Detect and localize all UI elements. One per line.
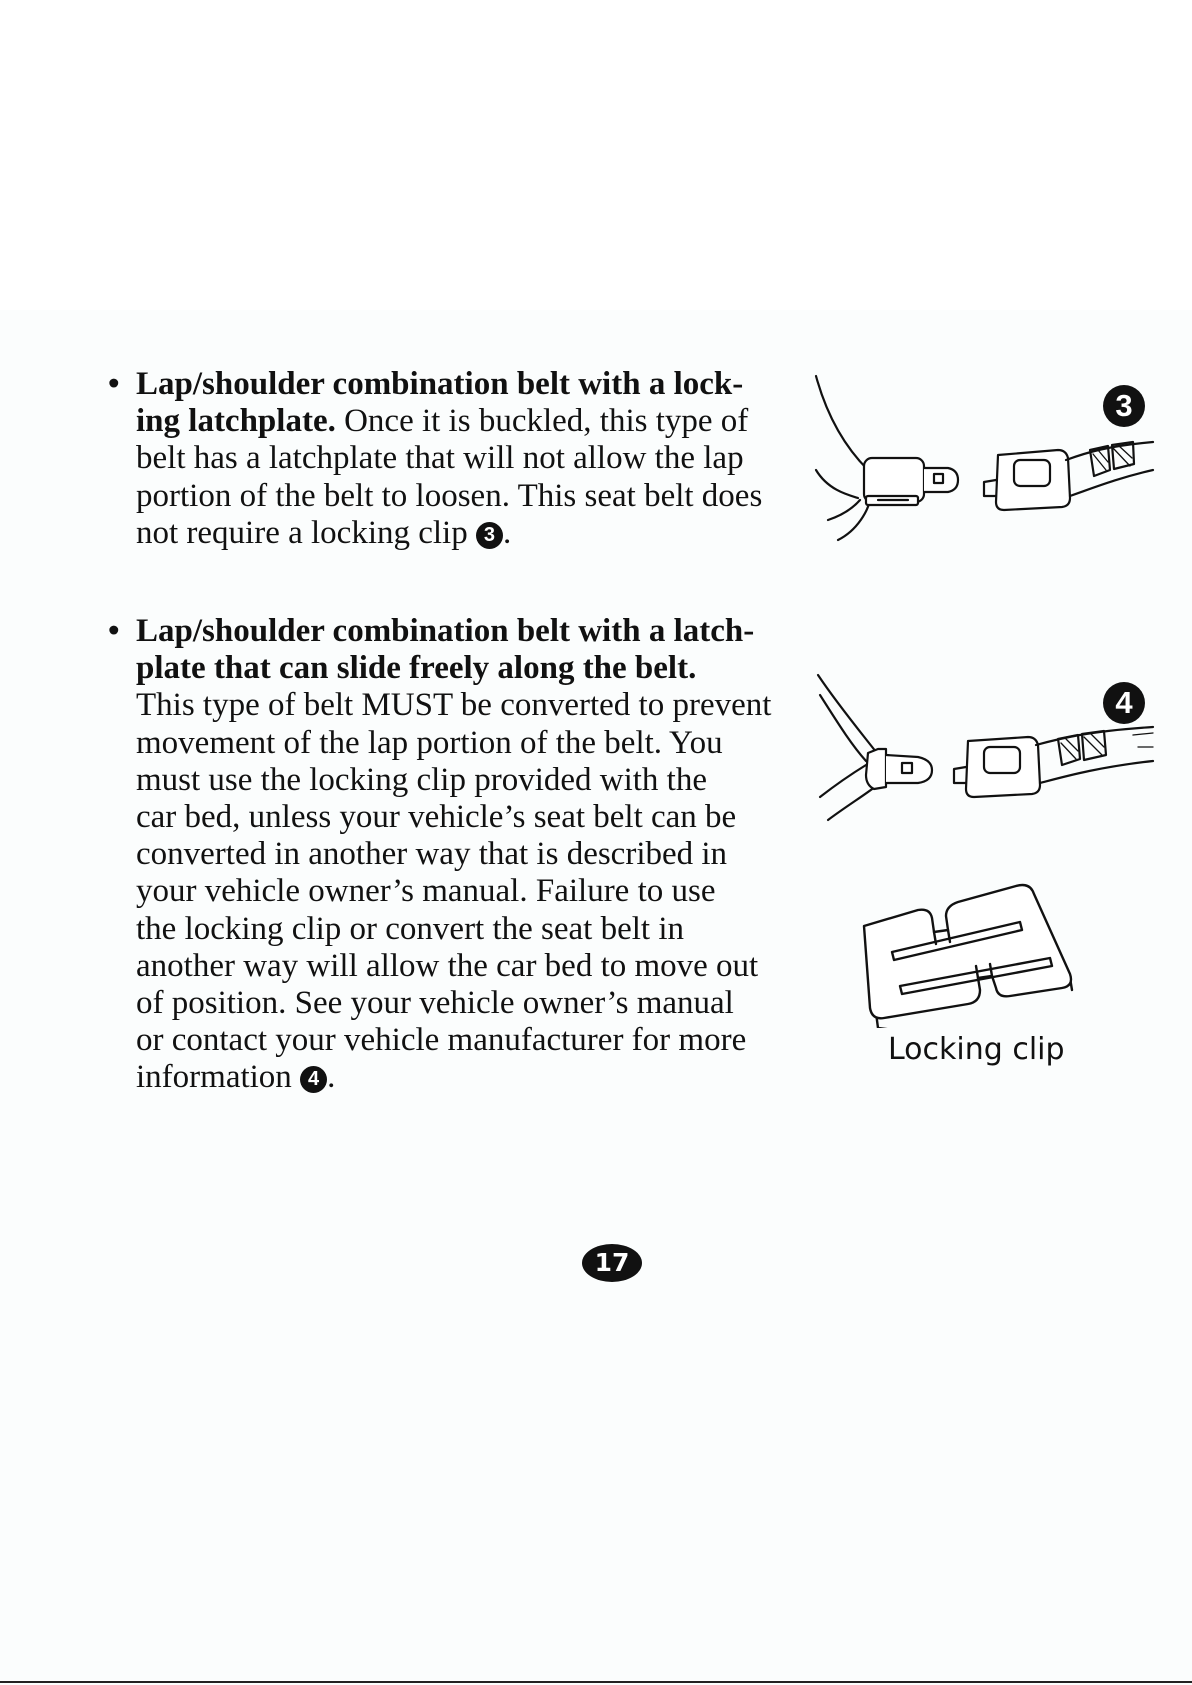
item-heading-line: Lap/shoulder combination belt with a latch- [136, 613, 755, 649]
figure-4-callout-icon: 4 [1103, 682, 1145, 724]
item-body-line: belt has a latchplate that will not allow the lap [136, 440, 744, 477]
item-body-line: information [136, 1059, 301, 1096]
item-body-line: must use the locking clip provided with the [136, 761, 707, 798]
item-body-line: the locking clip or convert the seat belt in [136, 910, 684, 947]
item-heading-line: plate that can slide freely along the belt. [136, 650, 697, 687]
item-body-text: Once it is buckled, this type of [335, 403, 749, 440]
item-body-line: or contact your vehicle manufacturer for more [136, 1022, 747, 1059]
locking-clip-caption: Locking clip [888, 1032, 1065, 1067]
bullet-item-locking-latchplate [108, 366, 808, 552]
item-heading-line: ing latchplate. [136, 403, 336, 440]
locking-clip-illustration [860, 878, 1080, 1028]
bullet-marker: • [108, 613, 120, 649]
callout-4-icon: 4 [300, 1066, 327, 1093]
item-body-line: car bed, unless your vehicle’s seat belt can be [136, 799, 737, 836]
bullet-item-sliding-latchplate [108, 613, 808, 1097]
item-body-line: converted in another way that is described in [136, 836, 728, 873]
item-body-line: not require a locking clip [136, 514, 476, 551]
figure-3-callout-icon: 3 [1103, 385, 1145, 427]
item-body-line: This type of belt MUST be converted to prevent [136, 687, 772, 724]
item-body-line: of position. See your vehicle owner’s manual [136, 985, 734, 1022]
page-number: 17 [582, 1244, 642, 1282]
item-body-line: movement of the lap portion of the belt. You [136, 724, 723, 761]
sentence-end: . [327, 1059, 336, 1096]
item-body-line: portion of the belt to loosen. This seat belt does [136, 477, 763, 514]
seatbelt-locking-latchplate-illustration [808, 370, 1158, 550]
bottom-rule [0, 1681, 1192, 1683]
bullet-marker: • [108, 366, 120, 402]
seatbelt-sliding-latchplate-illustration [808, 665, 1158, 835]
item-body-line: your vehicle owner’s manual. Failure to use [136, 873, 716, 910]
item-body-line: another way will allow the car bed to move out [136, 947, 759, 984]
sentence-end: . [502, 514, 512, 551]
item-heading-line: Lap/shoulder combination belt with a lock- [136, 366, 744, 402]
callout-3-icon: 3 [476, 522, 503, 549]
